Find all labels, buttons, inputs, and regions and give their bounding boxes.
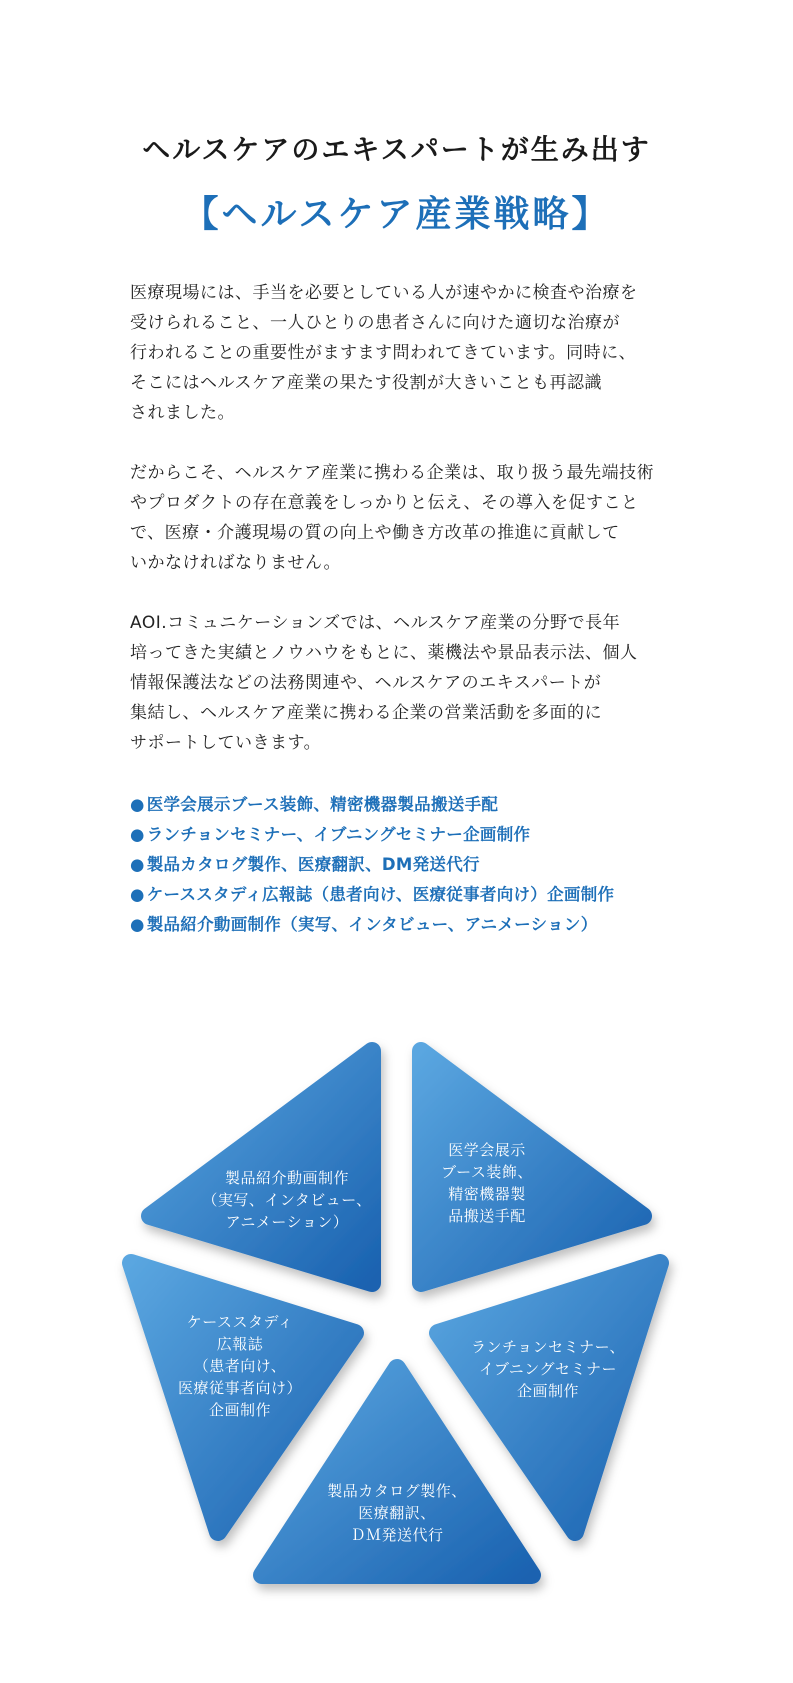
paragraph-line: 受けられること、一人ひとりの患者さんに向けた適切な治療が [130, 313, 620, 333]
segment-label-line: 企画制作 [516, 1382, 579, 1400]
segment-label-line: 製品紹介動画制作 [224, 1169, 349, 1187]
paragraph-line: AOI.コミュニケーションズでは、ヘルスケア産業の分野で長年 [130, 613, 621, 633]
paragraph-line: だからこそ、ヘルスケア産業に携わる企業は、取り扱う最先端技術 [130, 463, 655, 483]
bullet-icon: ● [130, 855, 145, 874]
segment-label-line: 医療翻訳、 [358, 1504, 436, 1522]
segment-label-line: ＤＭ発送代行 [350, 1526, 444, 1544]
segment-label-line: （実写、インタビュー、 [202, 1191, 372, 1209]
paragraph-line: 行われることの重要性がますます問われてきています。同時に、 [130, 343, 637, 363]
page-title: 【ヘルスケア産業戦略】 [182, 194, 611, 235]
segment-label-line: ケーススタディ [186, 1313, 294, 1331]
segment-label-line: イブニングセミナー [478, 1360, 617, 1378]
paragraph-line: サポートしていきます。 [130, 733, 322, 753]
service-label: ケーススタディ広報誌（患者向け、医療従事者向け）企画制作 [146, 885, 615, 904]
segment-label-line: 品搬送手配 [448, 1207, 526, 1225]
segment-label-line: アニメーション） [225, 1213, 349, 1231]
bullet-icon: ● [130, 825, 145, 844]
segment-label-video [182, 1167, 392, 1233]
segment-label-seminar [448, 1336, 648, 1402]
paragraph-line: 集結し、ヘルスケア産業に携わる企業の営業活動を多面的に [130, 703, 602, 723]
segment-label-line: ブース装飾、 [441, 1163, 533, 1181]
page-subtitle: ヘルスケアのエキスパートが生み出す [142, 133, 651, 166]
service-label: 医学会展示ブース装飾、精密機器製品搬送手配 [146, 795, 499, 814]
segment-label-line: 医療従事者向け） [177, 1379, 302, 1397]
paragraph-line: されました。 [130, 403, 235, 423]
intro-paragraph-1 [130, 278, 675, 428]
paragraph-line: いかなければなりません。 [130, 553, 342, 573]
service-label: 製品カタログ製作、医療翻訳、DM発送代行 [146, 855, 480, 874]
list-item [130, 790, 690, 820]
segment-label-line: 精密機器製 [448, 1185, 526, 1203]
segment-label-line: 広報誌 [216, 1335, 264, 1353]
segment-label-line: （患者向け、 [193, 1357, 287, 1375]
list-item [130, 850, 690, 880]
pentagon-diagram [0, 1030, 793, 1630]
segment-label-line: ランチョンセミナー、 [471, 1338, 625, 1356]
list-item [130, 820, 690, 850]
segment-label-case-study [150, 1311, 330, 1421]
segment-label-line: 製品カタログ製作、 [327, 1482, 467, 1500]
segment-label-line: 企画制作 [208, 1401, 271, 1419]
service-label: 製品紹介動画制作（実写、インタビュー、アニメーション） [146, 915, 598, 934]
intro-paragraph-3 [130, 608, 675, 758]
bullet-icon: ● [130, 885, 145, 904]
paragraph-line: やプロダクトの存在意義をしっかりと伝え、その導入を促すこと [130, 493, 639, 513]
intro-paragraph-2 [130, 458, 675, 578]
bullet-icon: ● [130, 915, 145, 934]
services-list [130, 790, 690, 940]
segment-label-booth [412, 1139, 562, 1227]
list-item [130, 910, 690, 940]
paragraph-line: 培ってきた実績とノウハウをもとに、薬機法や景品表示法、個人 [130, 643, 638, 663]
paragraph-line: 医療現場には、手当を必要としている人が速やかに検査や治療を [130, 283, 638, 303]
list-item [130, 880, 690, 910]
segment-label-catalog [297, 1480, 497, 1546]
paragraph-line: で、医療・介護現場の質の向上や働き方改革の推進に貢献して [130, 523, 620, 543]
paragraph-line: そこにはヘルスケア産業の果たす役割が大きいことも再認識 [130, 373, 602, 393]
paragraph-line: 情報保護法などの法務関連や、ヘルスケアのエキスパートが [130, 673, 602, 693]
segment-label-line: 医学会展示 [448, 1141, 526, 1159]
service-label: ランチョンセミナー、イブニングセミナー企画制作 [146, 825, 531, 844]
bullet-icon: ● [130, 795, 145, 814]
